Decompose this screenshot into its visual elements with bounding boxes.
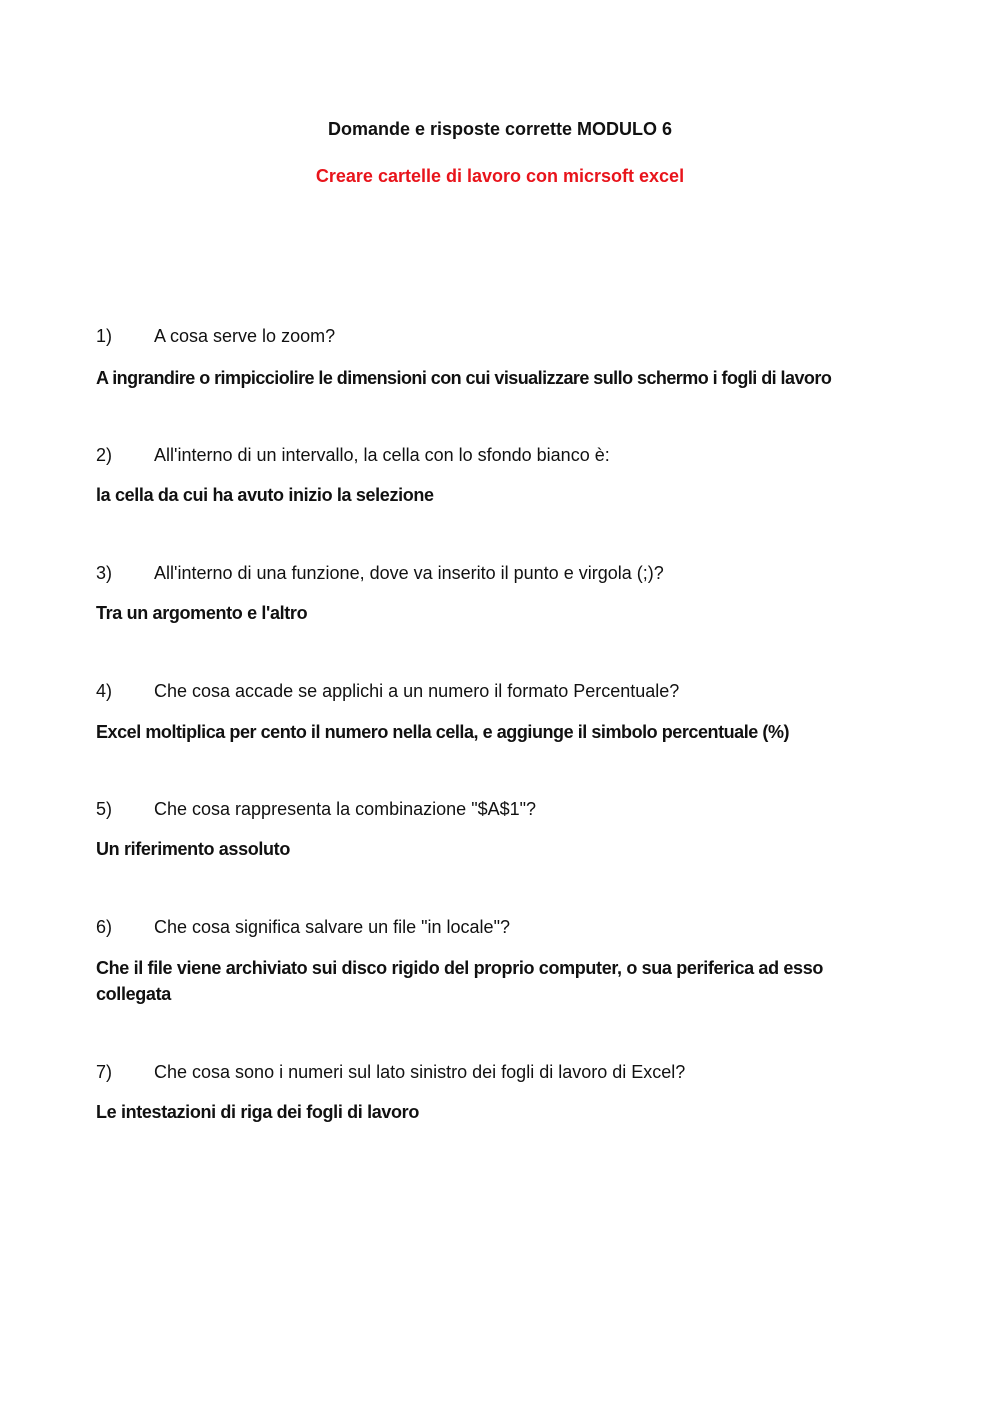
question-number: 4) [96, 681, 113, 701]
answer-3: Tra un argomento e l'altro [96, 603, 308, 623]
question-text: A cosa serve lo zoom? [154, 326, 336, 346]
question-text: All'interno di un intervallo, la cella con lo sfondo bianco è: [154, 445, 610, 465]
question-6 [96, 915, 876, 939]
question-number: 1) [96, 326, 113, 346]
qa-item-2 [96, 443, 936, 508]
qa-item-6 [96, 915, 876, 1007]
qa-item-4 [96, 679, 936, 745]
document-title: Domande e risposte corrette MODULO 6 [327, 119, 673, 139]
question-number: 5) [96, 799, 113, 819]
answer-7: Le intestazioni di riga dei fogli di lavoro [96, 1102, 419, 1122]
question-5 [96, 797, 936, 821]
document-subtitle: Creare cartelle di lavoro con micrsoft excel [315, 166, 685, 186]
answer-2: la cella da cui ha avuto inizio la selezione [96, 485, 434, 505]
qa-item-5 [96, 797, 936, 862]
question-3 [96, 561, 936, 585]
qa-item-3 [96, 561, 936, 626]
question-text: Che cosa significa salvare un file "in locale"? [154, 917, 510, 937]
qa-item-7 [96, 1060, 936, 1125]
question-4 [96, 679, 936, 703]
qa-item-1 [96, 324, 936, 391]
question-2 [96, 443, 936, 467]
answer-1: A ingrandire o rimpicciolire le dimensioni con cui visualizzare sullo schermo i fogli di lavoro [96, 368, 832, 388]
question-text: Che cosa sono i numeri sul lato sinistro dei fogli di lavoro di Excel? [154, 1062, 686, 1082]
answer-4: Excel moltiplica per cento il numero nella cella, e aggiunge il simbolo percentuale (%) [96, 722, 790, 742]
answer-6: Che il file viene archiviato sui disco rigido del proprio computer, o sua periferica ad esso collegata [96, 958, 824, 1004]
answer-5: Un riferimento assoluto [96, 839, 290, 859]
question-number: 7) [96, 1062, 113, 1082]
question-number: 6) [96, 917, 113, 937]
question-1 [96, 324, 936, 348]
question-text: All'interno di una funzione, dove va inserito il punto e virgola (;)? [154, 563, 664, 583]
question-text: Che cosa rappresenta la combinazione "$A$1"? [154, 799, 537, 819]
question-number: 2) [96, 445, 113, 465]
question-7 [96, 1060, 936, 1084]
question-number: 3) [96, 563, 113, 583]
question-text: Che cosa accade se applichi a un numero il formato Percentuale? [154, 681, 680, 701]
